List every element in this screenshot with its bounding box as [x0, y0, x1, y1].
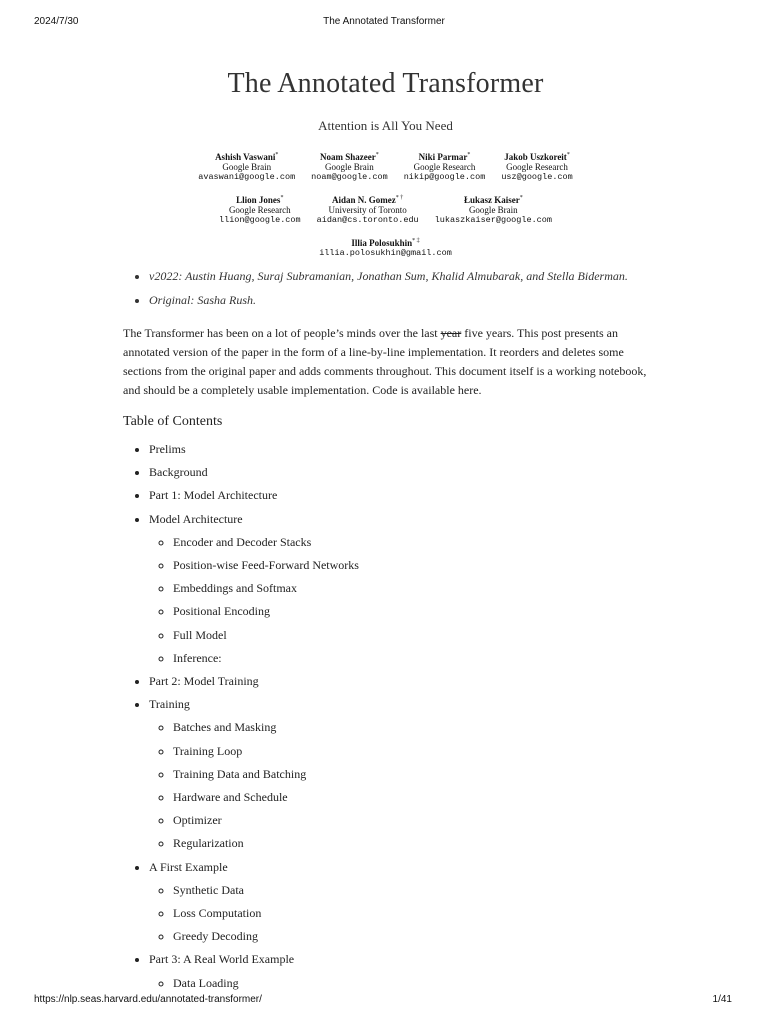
author-affiliation: Google Research: [228, 205, 291, 215]
toc-subitem[interactable]: ◦ Optimizer: [173, 809, 648, 832]
author-email: usz@google.com: [501, 172, 573, 182]
credit-original[interactable]: • Original: Sasha Rush.: [149, 293, 648, 308]
toc-subitem[interactable]: ◦ Encoder and Decoder Stacks: [173, 531, 648, 554]
toc-subitem[interactable]: ◦ Data Loading: [173, 972, 648, 995]
author: [198, 150, 295, 182]
intro-text-start: The Transformer has been on a lot of people’s minds over the last: [123, 326, 441, 340]
toc-item-label[interactable]: Model Architecture: [149, 511, 243, 526]
author-name: Llion Jones*: [236, 195, 284, 205]
author-row: [123, 193, 648, 225]
toc-subitem[interactable]: ◦ Inference:: [173, 647, 648, 670]
author-name: Illia Polosukhin* ‡: [351, 238, 420, 248]
author-affiliation: Google Brain: [325, 162, 374, 172]
author-name: Jakob Uszkoreit*: [504, 152, 570, 162]
toc-item[interactable]: [149, 693, 648, 855]
author-email: noam@google.com: [311, 172, 388, 182]
author-name: Łukasz Kaiser*: [463, 195, 523, 205]
toc-item[interactable]: [149, 438, 648, 461]
toc-subitem[interactable]: ◦ Training Loop: [173, 740, 648, 763]
author-row: [123, 150, 648, 182]
toc-subitem[interactable]: ◦ Synthetic Data: [173, 879, 648, 902]
author-name: Aidan N. Gomez* †: [332, 195, 404, 205]
author-affiliation: University of Toronto: [328, 205, 407, 215]
author-affiliation: Google Research: [506, 162, 568, 172]
print-title: The Annotated Transformer: [323, 16, 445, 27]
toc-sublist: [149, 716, 648, 855]
author-name: Noam Shazeer*: [320, 152, 379, 162]
print-url[interactable]: https://nlp.seas.harvard.edu/annotated-transformer/: [34, 994, 262, 1005]
intro-paragraph: [123, 324, 648, 400]
page-number: 1/41: [712, 994, 732, 1005]
toc-subitem[interactable]: ◦ Positional Encoding: [173, 600, 648, 623]
author: [219, 193, 301, 225]
toc-subitem[interactable]: ◦ Loss Computation: [173, 902, 648, 925]
toc-subitem[interactable]: ◦ Embeddings and Softmax: [173, 577, 648, 600]
author-name: Niki Parmar*: [418, 152, 471, 162]
intro-struck-word: year: [440, 326, 462, 340]
print-date: 2024/7/30: [34, 16, 79, 27]
toc-subitem[interactable]: ◦ Full Model: [173, 624, 648, 647]
print-header: [0, 16, 768, 36]
author-affiliation: Google Brain: [222, 162, 272, 172]
toc-item-label[interactable]: Part 1: Model Architecture: [149, 488, 278, 503]
toc-item-label[interactable]: Part 3: A Real World Example: [149, 952, 295, 967]
toc-item[interactable]: [149, 856, 648, 949]
toc-subitem[interactable]: ◦ Training Data and Batching: [173, 763, 648, 786]
author-mark: *: [280, 195, 284, 201]
toc-item-label[interactable]: Prelims: [149, 442, 186, 456]
author-affiliation: Google Brain: [468, 205, 518, 215]
toc-item-label[interactable]: Part 2: Model Training: [149, 674, 259, 689]
toc-item-label[interactable]: Background: [149, 465, 208, 480]
page-title: The Annotated Transformer: [227, 68, 544, 99]
author-mark: *: [375, 152, 379, 158]
toc-item-label[interactable]: Training: [149, 697, 190, 712]
author: [317, 193, 419, 225]
toc-sublist: [149, 972, 648, 995]
page-subtitle: Attention is All You Need: [318, 118, 453, 133]
author-email: avaswani@google.com: [198, 172, 296, 182]
author-email: illia.polosukhin@gmail.com: [319, 248, 452, 258]
toc-item-label[interactable]: A First Example: [149, 859, 228, 874]
toc-subitem[interactable]: ◦ Greedy Decoding: [173, 925, 648, 948]
author-block: [123, 150, 648, 258]
toc-item[interactable]: [149, 508, 648, 670]
author-mark: *: [519, 195, 523, 201]
author-mark: *: [566, 152, 570, 158]
author: [404, 150, 486, 182]
author-mark: * ‡: [412, 238, 420, 244]
author-email: aidan@cs.toronto.edu: [316, 215, 419, 225]
author-email: llion@google.com: [219, 215, 301, 225]
author-mark: *: [467, 152, 471, 158]
toc-item[interactable]: [149, 461, 648, 484]
print-footer: [0, 994, 768, 1014]
author-email: lukaszkaiser@google.com: [434, 215, 552, 225]
table-of-contents: [123, 438, 648, 995]
intro-text-rest: five years. This post presents an annotated version of the paper in the form of a line-by-line implementation. It reorders and deletes some sections from the original paper and adds comments throughout. This document itself is a working notebook, and should be a completely usable implementation. Code is available here.: [123, 326, 647, 397]
author-affiliation: Google Research: [413, 162, 476, 172]
author-name: Ashish Vaswani*: [215, 152, 279, 162]
toc-item[interactable]: [149, 948, 648, 994]
toc-sublist: [149, 879, 648, 949]
toc-item[interactable]: [149, 484, 648, 507]
author-mark: *: [275, 152, 279, 158]
author: [319, 236, 452, 258]
toc-subitem[interactable]: ◦ Position-wise Feed-Forward Networks: [173, 554, 648, 577]
author-row: [123, 236, 648, 258]
credits-list: [123, 269, 648, 308]
toc-subitem[interactable]: ◦ Hardware and Schedule: [173, 786, 648, 809]
author: [435, 193, 552, 225]
toc-sublist: [149, 531, 648, 670]
author-mark: * †: [395, 195, 404, 201]
credit-v2022: • v2022: Austin Huang, Suraj Subramanian, Jonathan Sum, Khalid Almubarak, and Stella Biderman.: [149, 269, 648, 284]
document-body: [123, 60, 648, 995]
author: [311, 150, 388, 182]
toc-heading: Table of Contents: [123, 414, 223, 429]
toc-item[interactable]: [149, 670, 648, 693]
author: [501, 150, 572, 182]
toc-subitem[interactable]: ◦ Batches and Masking: [173, 716, 648, 739]
toc-subitem[interactable]: ◦ Regularization: [173, 832, 648, 855]
author-email: nikip@google.com: [403, 172, 486, 182]
